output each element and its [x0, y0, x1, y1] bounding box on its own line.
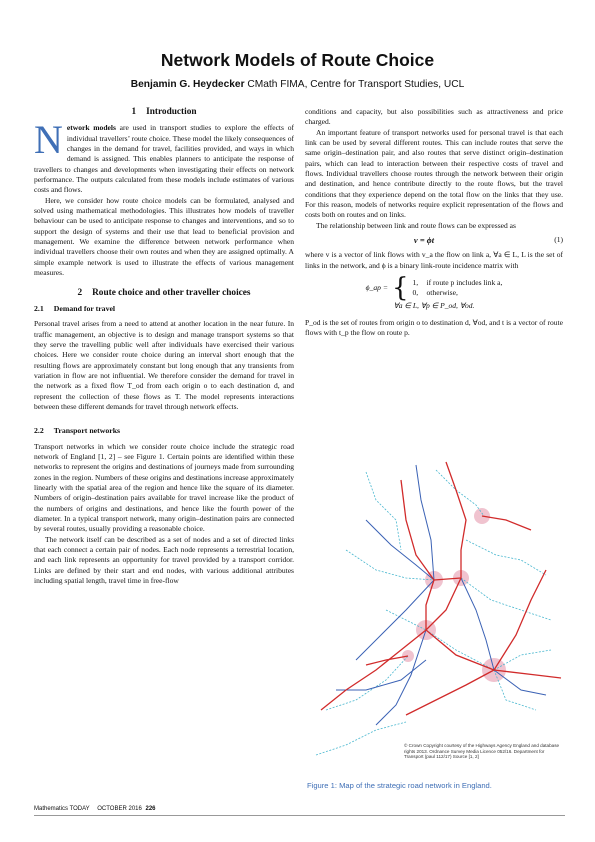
- case-row-1: 1, if route p includes link a,: [412, 277, 503, 287]
- incidence-definition: [305, 273, 563, 304]
- road-segment: [466, 540, 546, 575]
- cases-lhs: ϕ_ap =: [365, 282, 388, 292]
- equation-1-number: (1): [554, 235, 563, 245]
- right-paragraph-4: where v is a vector of link flows with v_a the flow on link a, ∀a ∈ L, L is the set of links in the network, and ϕ is a binary link-route incidence matrix with: [305, 250, 563, 270]
- trunk-roads: [336, 465, 546, 725]
- subsection-heading-demand: 2.1 Demand for travel: [34, 303, 116, 313]
- road-segment: [316, 722, 406, 755]
- page-footer: [34, 806, 156, 812]
- intro-paragraph-1: Network models are used in transport studies to explore the effects of individual travellers’ route choice. These model the likely consequences of changes in the demand for travel, facilities provided, and ways in which demand is assigned. This enables planners to anticipate the response of travellers to changes and developments when investigating their effects on network performance. The outputs calculated from these models include estimates of various costs and flows.: [34, 117, 294, 195]
- right-column: [305, 107, 563, 338]
- road-segment: [346, 550, 434, 580]
- road-segment: [461, 578, 551, 620]
- road-segment: [461, 578, 494, 670]
- road-network-map: [306, 460, 564, 778]
- footer-rule: [34, 815, 565, 816]
- road-segment: [494, 570, 546, 670]
- cases-brace: {: [391, 273, 409, 304]
- figure-caption: Figure 1: Map of the strategic road network in England.: [307, 781, 492, 790]
- page-title: Network Models of Route Choice: [160, 50, 435, 70]
- demand-paragraph: Personal travel arises from a need to attend at another location in the near future. In traffic management, an objective is to design and manage transport systems so that they serve the travelling public well after individuals have exercised their various choices. Here we consider route choice during an interval short enough that the resulting flows are approximately constant but long enough that any transients from variation in flow are not influential. We therefore consider the demand for travel in the network as a fixed flow T_od from each origin o to each destination d, and represent the collection of these flows as T. The model represents interactions between these different demands for travel through network effects.: [34, 319, 294, 411]
- motorways: [321, 462, 561, 715]
- right-paragraph-3: The relationship between link and route flows can be expressed as: [316, 220, 516, 230]
- road-segment: [416, 465, 434, 580]
- intro-lead: etwork models: [66, 123, 116, 133]
- road-segment: [436, 470, 484, 516]
- author-name: Benjamin G. Heydecker: [130, 79, 245, 90]
- road-segment: [406, 670, 494, 715]
- footer-journal: Mathematics TODAY: [34, 806, 90, 812]
- section-heading-route-choice: 2 Route choice and other traveller choices: [77, 287, 251, 298]
- quantifier-line: ∀a ∈ L, ∀p ∈ P_od, ∀od.: [393, 301, 475, 311]
- road-segment: [376, 630, 426, 725]
- map-credit: © Crown Copyright courtesy of the Highways Agency England and database rights 2013. Ordnance Survey Media Licence 052/16. Department for Transport (paul 112/17) Source [1, 2]: [404, 743, 564, 760]
- road-segment: [366, 520, 434, 580]
- secondary-roads: [316, 470, 551, 755]
- drop-cap: N: [34, 117, 63, 163]
- author-line: [0, 79, 595, 90]
- case-row-2: 0, otherwise,: [412, 288, 458, 298]
- road-segment: [356, 580, 434, 660]
- road-segment: [336, 660, 426, 690]
- left-column: [34, 107, 294, 586]
- section-heading-introduction: 1 Introduction: [131, 107, 197, 117]
- road-segment: [366, 472, 401, 550]
- road-segment: [401, 480, 434, 630]
- author-affiliation: CMath FIMA, Centre for Transport Studies, UCL: [247, 79, 465, 90]
- networks-paragraph-2: The network itself can be described as a set of nodes and a set of directed links that each connect a certain pair of nodes. Each node represents a terrestrial location, and each link represents an opportunity for travel provided by a transport corridor. Links are defined by their start and end nodes, with various additional attributes including spatial length, travel time in free-flow: [34, 534, 294, 586]
- equation-1: [305, 235, 563, 245]
- subsection-heading-networks: 2.2 Transport networks: [34, 426, 121, 436]
- right-paragraph-5: P_od is the set of routes from origin o to destination d, ∀od, and t is a vector of route flows with t_p the flow on route p.: [305, 317, 563, 337]
- right-paragraph-2: An important feature of transport networks used for personal travel is that each link can be used by several different routes. This can include routes that serve the same origin–destination pair, and also routes that serve distinct origin–destination pairs, which can lead to interaction between their respective costs of travel and flows. Individual travellers choose routes through the network between their origin and destination, and hence contribute directly to the route flows, but the travel conditions that they experience depend on the total flow on the links that they use. For this reason, models of networks require explicit representation of the flows and costs both on routes and on links.: [305, 127, 563, 220]
- right-paragraph-1: conditions and capacity, but also possibilities such as attractiveness and price charged.: [305, 107, 563, 127]
- networks-paragraph-1: Transport networks in which we consider route choice include the strategic road network of England [1, 2] – see Figure 1. Certain points are identified within these networks to represent the origins and destinations of journeys made from surrounding zones in the region. Numbers of these origins and destinations increase approximately linearly with the spatial area of the region and hence like the square of its diameter. Numbers of origin–destination pairs available for travel increase like the product of the numbers of origins and destinations, and hence like the fourth power of the diameter. In a typical transport network, many origin–destination pairs are connected by several routes, usually providing a reasonable choice.: [34, 441, 294, 534]
- intro-paragraph-2: Here, we consider how route choice models can be formulated, analysed and solved using mathematical methodologies. This illustrates how models of traveller behaviour can be used to anticipate response to changes and interventions, and so to support the design of systems and their use that lead to beneficial provision and management. We examine the difference between network performance when individual travellers choose their own routes and when they are assigned optimally. A simple example network is used to illustrate the effects of various management measures.: [34, 195, 294, 278]
- footer-date: OCTOBER 2016: [97, 806, 142, 812]
- equation-1-body: v = ϕt: [413, 235, 435, 246]
- figure-road-map: [306, 460, 564, 783]
- footer-page-number: 226: [145, 806, 156, 812]
